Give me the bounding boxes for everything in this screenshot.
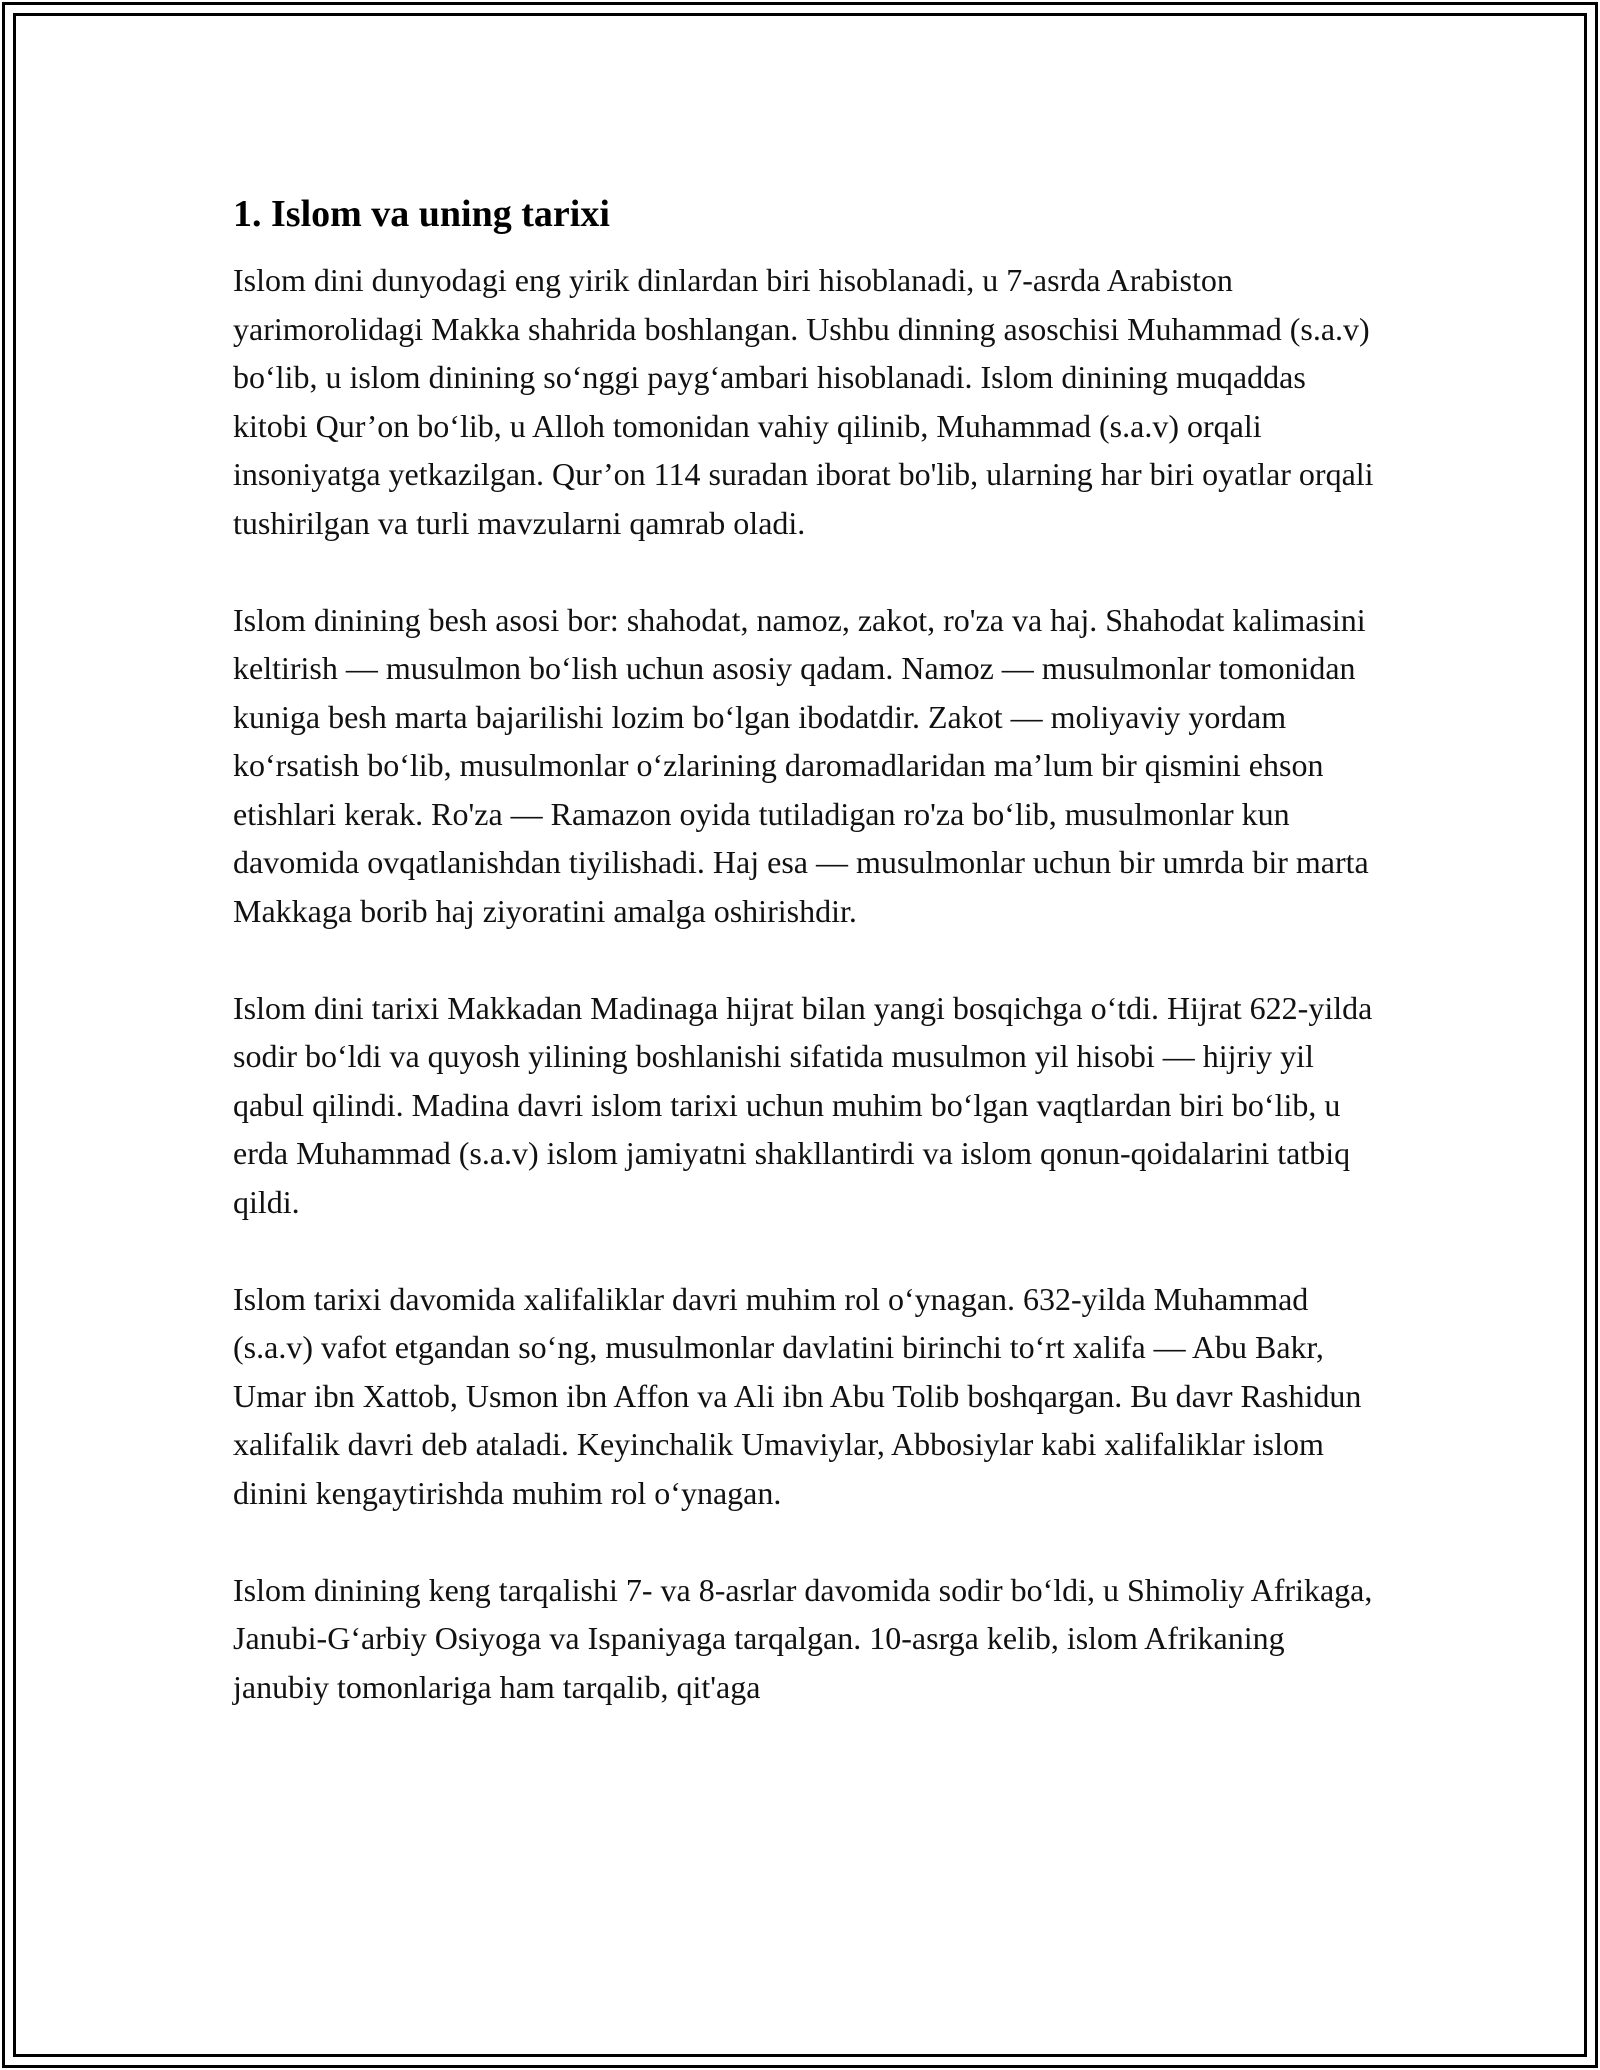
paragraph-intro: Islom dini dunyodagi eng yirik dinlardan biri hisoblanadi, u 7-asrda Arabiston yarimorolidagi Makka shahrida boshlangan. Ushbu dinning asoschisi Muhammad (s.a.v) bo‘lib, u islom dinining so‘nggi payg‘ambari hisoblanadi. Islom dinining muqaddas kitobi Qur’on bo‘lib, u Alloh tomonidan vahiy qilinib, Muhammad (s.a.v) orqali insoniyatga yetkazilgan. Qur’on 114 suradan iborat bo'lib, ularning har biri oyatlar orqali tushirilgan va turli mavzularni qamrab oladi.	[233, 262, 1374, 541]
paragraph-five-pillars: Islom dinining besh asosi bor: shahodat, namoz, zakot, ro'za va haj. Shahodat kalimasini keltirish — musulmon bo‘lish uchun asosiy qadam. Namoz — musulmonlar tomonidan kuniga besh marta bajarilishi lozim bo‘lgan ibodatdir. Zakot — moliyaviy yordam ko‘rsatish bo‘lib, musulmonlar o‘zlarining daromadlaridan ma’lum bir qismini ehson etishlari kerak. Ro'za — Ramazon oyida tutiladigan ro'za bo‘lib, musulmonlar kun davomida ovqatlanishdan tiyilishadi. Haj esa — musulmonlar uchun bir umrda bir marta Makkaga borib haj ziyoratini amalga oshirishdir.	[233, 601, 1369, 929]
paragraph-hijra: Islom dini tarixi Makkadan Madinaga hijrat bilan yangi bosqichga o‘tdi. Hijrat 622-yilda sodir bo‘ldi va quyosh yilining boshlanishi sifatida musulmon yil hisobi — hijriy yil qabul qilindi. Madina davri islom tarixi uchun muhim bo‘lgan vaqtlardan biri bo‘lib, u erda Muhammad (s.a.v) islom jamiyatni shakllantirdi va islom qonun-qoidalarini tatbiq qildi.	[233, 989, 1373, 1220]
paragraph-spread: Islom dinining keng tarqalishi 7- va 8-asrlar davomida sodir bo‘ldi, u Shimoliy Afrikaga, Janubi-G‘arbiy Osiyoga va Ispaniyaga tarqalgan. 10-asrga kelib, islom Afrikaning janubiy tomonlariga ham tarqalib, qit'aga	[233, 1571, 1373, 1705]
paragraph-caliphates: Islom tarixi davomida xalifaliklar davri muhim rol o‘ynagan. 632-yilda Muhammad (s.a.v) vafot etgandan so‘ng, musulmonlar davlatini birinchi to‘rt xalifa — Abu Bakr, Umar ibn Xattob, Usmon ibn Affon va Ali ibn Abu Tolib boshqargan. Bu davr Rashidun xalifalik davri deb ataladi. Keyinchalik Umaviylar, Abbosiylar kabi xalifaliklar islom dinini kengaytirishda muhim rol o‘ynagan.	[233, 1280, 1362, 1511]
section-heading: 1. Islom va uning tarixi	[233, 193, 610, 235]
document-body	[233, 186, 1383, 1760]
